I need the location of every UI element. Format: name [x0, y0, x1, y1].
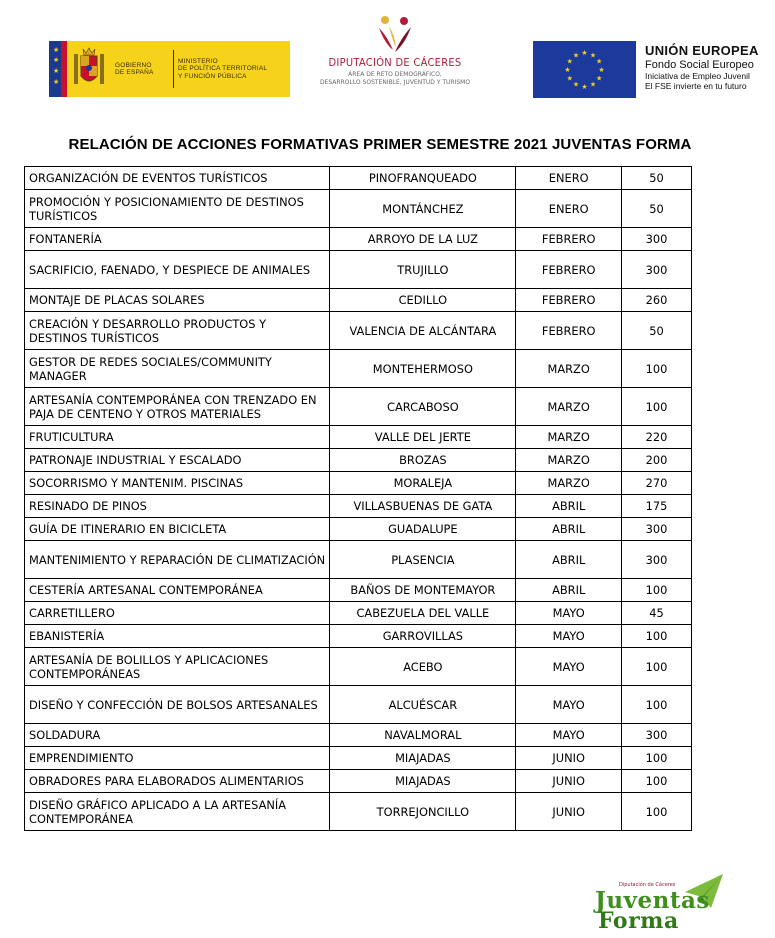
course-place-cell: TORREJONCILLO: [330, 793, 516, 831]
course-name-cell: CREACIÓN Y DESARROLLO PRODUCTOS Y DESTINOS TURÍSTICOS: [25, 312, 330, 350]
course-name-cell: SACRIFICIO, FAENADO, Y DESPIECE DE ANIMALES: [25, 251, 330, 289]
diputacion-emblem-icon: [375, 14, 415, 54]
course-month-cell: MAYO: [516, 625, 622, 648]
course-hours-cell: 45: [622, 602, 692, 625]
eu-star-icon: ★: [581, 49, 588, 57]
table-row: [25, 312, 692, 350]
table-row: [25, 228, 692, 251]
diputacion-sub1: ÁREA DE RETO DEMOGRÁFICO,: [348, 71, 442, 78]
course-month-cell: ENERO: [516, 167, 622, 190]
course-name-cell: SOCORRISMO Y MANTENIM. PISCINAS: [25, 472, 330, 495]
eu-star-icon: ★: [564, 66, 571, 74]
eu-star-icon: ★: [566, 74, 573, 83]
course-name-cell: EBANISTERÍA: [25, 625, 330, 648]
course-month-cell: JUNIO: [516, 770, 622, 793]
course-month-cell: FEBRERO: [516, 228, 622, 251]
eu-title: UNIÓN EUROPEA: [645, 43, 759, 58]
forma-word: Forma: [598, 908, 679, 934]
juventas-forma-logo: [585, 870, 725, 938]
table-row: [25, 350, 692, 388]
divider: [173, 50, 174, 88]
course-hours-cell: 100: [622, 579, 692, 602]
table-row: [25, 541, 692, 579]
course-place-cell: NAVALMORAL: [330, 724, 516, 747]
course-place-cell: VALLE DEL JERTE: [330, 426, 516, 449]
course-place-cell: BROZAS: [330, 449, 516, 472]
course-name-cell: ARTESANÍA DE BOLILLOS Y APLICACIONES CONTEMPORÁNEAS: [25, 648, 330, 686]
course-name-cell: MANTENIMIENTO Y REPARACIÓN DE CLIMATIZACIÓN: [25, 541, 330, 579]
course-name-cell: PROMOCIÓN Y POSICIONAMIENTO DE DESTINOS TURÍSTICOS: [25, 190, 330, 228]
table-row: [25, 770, 692, 793]
course-place-cell: CABEZUELA DEL VALLE: [330, 602, 516, 625]
course-name-cell: PATRONAJE INDUSTRIAL Y ESCALADO: [25, 449, 330, 472]
eu-star-icon: ★: [589, 51, 597, 60]
course-place-cell: ACEBO: [330, 648, 516, 686]
course-month-cell: MAYO: [516, 648, 622, 686]
gov-line1: GOBIERNO: [115, 61, 152, 69]
course-place-cell: ALCUÉSCAR: [330, 686, 516, 724]
course-hours-cell: 300: [622, 228, 692, 251]
juventas-small-text: Diputación de Cáceres: [619, 882, 676, 888]
ministry-line3: Y FUNCIÓN PÚBLICA: [178, 72, 247, 80]
course-month-cell: MARZO: [516, 350, 622, 388]
course-name-cell: ARTESANÍA CONTEMPORÁNEA CON TRENZADO EN PAJA DE CENTENO Y OTROS MATERIALES: [25, 388, 330, 426]
juventas-word: Juventas: [595, 887, 710, 914]
course-month-cell: ABRIL: [516, 579, 622, 602]
table-row: [25, 602, 692, 625]
course-place-cell: GUADALUPE: [330, 518, 516, 541]
course-place-cell: CEDILLO: [330, 289, 516, 312]
course-place-cell: MIAJADAS: [330, 747, 516, 770]
course-name-cell: SOLDADURA: [25, 724, 330, 747]
course-hours-cell: 270: [622, 472, 692, 495]
course-name-cell: DISEÑO GRÁFICO APLICADO A LA ARTESANÍA CONTEMPORÁNEA: [25, 793, 330, 831]
course-month-cell: MARZO: [516, 426, 622, 449]
eu-star-icon: ★: [596, 57, 603, 66]
course-place-cell: PLASENCIA: [330, 541, 516, 579]
course-place-cell: BAÑOS DE MONTEMAYOR: [330, 579, 516, 602]
course-month-cell: MAYO: [516, 686, 622, 724]
table-row: [25, 472, 692, 495]
course-place-cell: VILLASBUENAS DE GATA: [330, 495, 516, 518]
course-place-cell: GARROVILLAS: [330, 625, 516, 648]
course-month-cell: ENERO: [516, 190, 622, 228]
courses-table: [24, 166, 692, 831]
course-month-cell: ABRIL: [516, 541, 622, 579]
eu-star-icon: ★: [572, 51, 580, 60]
course-place-cell: MIAJADAS: [330, 770, 516, 793]
course-name-cell: DISEÑO Y CONFECCIÓN DE BOLSOS ARTESANALES: [25, 686, 330, 724]
table-row: [25, 426, 692, 449]
table-row: [25, 251, 692, 289]
course-place-cell: VALENCIA DE ALCÁNTARA: [330, 312, 516, 350]
course-name-cell: RESINADO DE PINOS: [25, 495, 330, 518]
eu-star-icon: ★: [572, 80, 580, 89]
course-name-cell: FRUTICULTURA: [25, 426, 330, 449]
course-place-cell: MONTEHERMOSO: [330, 350, 516, 388]
eu-star-icon: ★: [596, 74, 603, 83]
course-hours-cell: 100: [622, 350, 692, 388]
course-name-cell: CARRETILLERO: [25, 602, 330, 625]
course-hours-cell: 220: [622, 426, 692, 449]
table-row: [25, 388, 692, 426]
union-europea-logo: [533, 41, 770, 98]
table-row: [25, 793, 692, 831]
coat-of-arms-icon: [67, 41, 111, 97]
ministry-line1: MINISTERIO: [178, 57, 218, 65]
diputacion-name: DIPUTACIÓN DE CÁCERES: [328, 56, 462, 69]
eu-star-icon: ★: [598, 66, 605, 74]
course-place-cell: TRUJILLO: [330, 251, 516, 289]
course-name-cell: GUÍA DE ITINERARIO EN BICICLETA: [25, 518, 330, 541]
course-hours-cell: 100: [622, 747, 692, 770]
course-month-cell: MARZO: [516, 449, 622, 472]
course-hours-cell: 100: [622, 793, 692, 831]
course-hours-cell: 100: [622, 388, 692, 426]
course-name-cell: FONTANERÍA: [25, 228, 330, 251]
table-row: [25, 518, 692, 541]
course-month-cell: FEBRERO: [516, 312, 622, 350]
course-hours-cell: 100: [622, 648, 692, 686]
course-hours-cell: 100: [622, 686, 692, 724]
table-row: [25, 686, 692, 724]
course-name-cell: MONTAJE DE PLACAS SOLARES: [25, 289, 330, 312]
course-month-cell: MARZO: [516, 388, 622, 426]
course-hours-cell: 50: [622, 167, 692, 190]
course-name-cell: CESTERÍA ARTESANAL CONTEMPORÁNEA: [25, 579, 330, 602]
course-place-cell: CARCABOSO: [330, 388, 516, 426]
gov-line2: DE ESPAÑA: [115, 69, 154, 76]
course-hours-cell: 260: [622, 289, 692, 312]
table-row: [25, 747, 692, 770]
course-hours-cell: 50: [622, 312, 692, 350]
course-month-cell: FEBRERO: [516, 251, 622, 289]
course-hours-cell: 50: [622, 190, 692, 228]
course-month-cell: ABRIL: [516, 495, 622, 518]
course-place-cell: MORALEJA: [330, 472, 516, 495]
table-row: [25, 625, 692, 648]
table-row: [25, 495, 692, 518]
course-month-cell: JUNIO: [516, 747, 622, 770]
course-hours-cell: 100: [622, 625, 692, 648]
course-name-cell: GESTOR DE REDES SOCIALES/COMMUNITY MANAGER: [25, 350, 330, 388]
eu-fund: Fondo Social Europeo: [645, 59, 754, 71]
table-row: [25, 579, 692, 602]
course-hours-cell: 175: [622, 495, 692, 518]
table-row: [25, 648, 692, 686]
eu-stars-strip: ★ ★ ★ ★: [49, 41, 67, 97]
table-row: [25, 167, 692, 190]
eu-line1: Iniciativa de Empleo Juvenil: [645, 71, 750, 81]
eu-star-icon: ★: [581, 83, 588, 91]
table-row: [25, 449, 692, 472]
table-row: [25, 190, 692, 228]
course-hours-cell: 300: [622, 541, 692, 579]
course-place-cell: PINOFRANQUEADO: [330, 167, 516, 190]
course-hours-cell: 200: [622, 449, 692, 472]
course-place-cell: ARROYO DE LA LUZ: [330, 228, 516, 251]
eu-line2: El FSE invierte en tu futuro: [645, 81, 747, 91]
document-title: RELACIÓN DE ACCIONES FORMATIVAS PRIMER SEMESTRE 2021 JUVENTAS FORMA: [68, 136, 692, 153]
table-row: [25, 724, 692, 747]
eu-star-icon: ★: [589, 80, 597, 89]
eu-flag-icon: [533, 41, 636, 98]
course-month-cell: FEBRERO: [516, 289, 622, 312]
course-name-cell: ORGANIZACIÓN DE EVENTOS TURÍSTICOS: [25, 167, 330, 190]
course-hours-cell: 100: [622, 770, 692, 793]
course-hours-cell: 300: [622, 724, 692, 747]
gobierno-de-espana-logo: [49, 41, 290, 97]
course-month-cell: ABRIL: [516, 518, 622, 541]
course-month-cell: JUNIO: [516, 793, 622, 831]
course-hours-cell: 300: [622, 518, 692, 541]
diputacion-sub2: DESARROLLO SOSTENIBLE, JUVENTUD Y TURISMO: [319, 79, 471, 86]
course-hours-cell: 300: [622, 251, 692, 289]
course-name-cell: EMPRENDIMIENTO: [25, 747, 330, 770]
course-name-cell: OBRADORES PARA ELABORADOS ALIMENTARIOS: [25, 770, 330, 793]
table-row: [25, 289, 692, 312]
course-place-cell: MONTÁNCHEZ: [330, 190, 516, 228]
course-month-cell: MARZO: [516, 472, 622, 495]
diputacion-caceres-logo: [315, 14, 475, 100]
ministry-line2: DE POLÍTICA TERRITORIAL: [178, 65, 268, 73]
course-month-cell: MAYO: [516, 602, 622, 625]
eu-star-icon: ★: [566, 57, 573, 66]
course-month-cell: MAYO: [516, 724, 622, 747]
